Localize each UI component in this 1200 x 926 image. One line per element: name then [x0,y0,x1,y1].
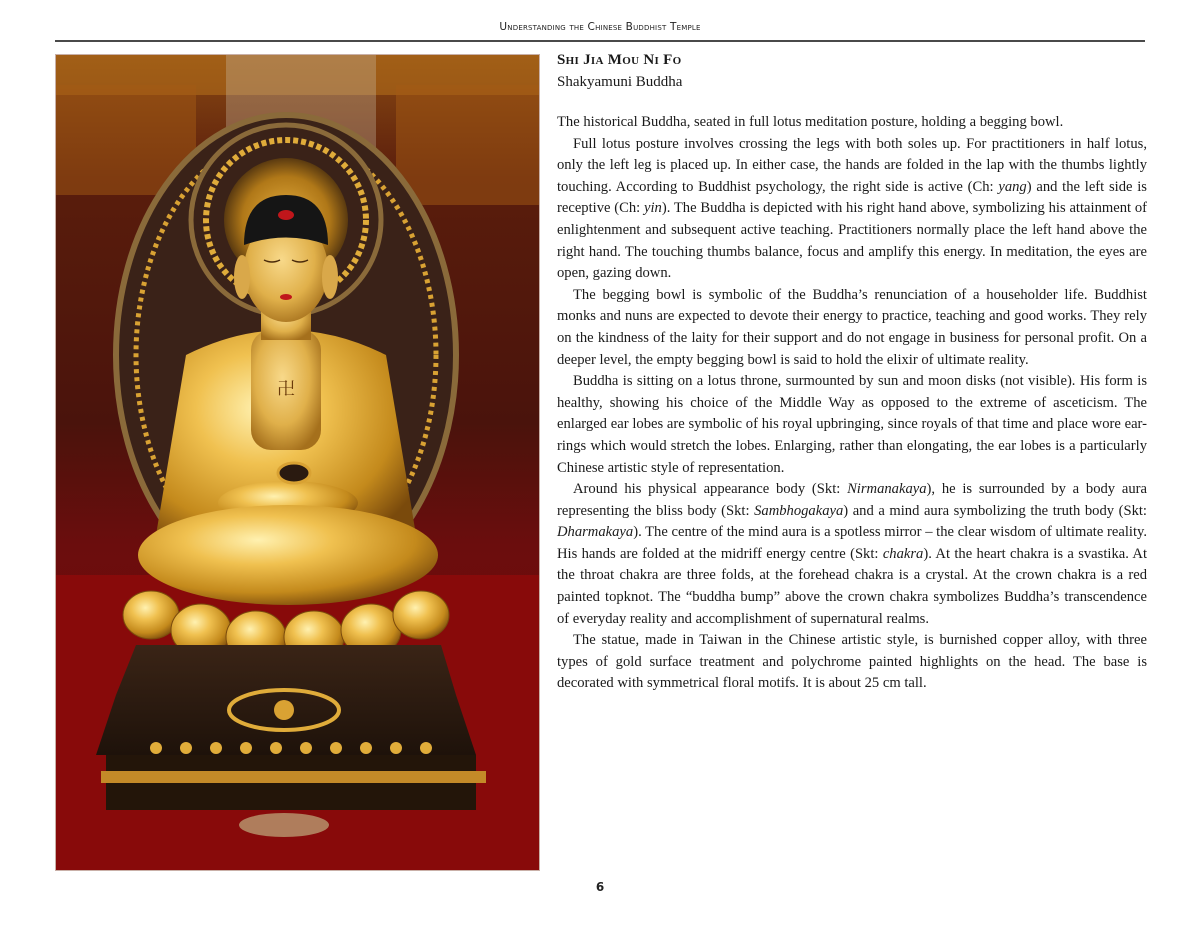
entry-subtitle: Shakyamuni Buddha [557,74,683,90]
text-run: Around his physical appearance body (Skt: [573,481,848,498]
text-run: ). The Buddha is depicted with his right hand above, symbolizing his attainment of enlightenment and subsequent active teaching. Practitioners normally place the left hand above the right hand. The touching thumbs balance, focus and amplify this energy. In meditation, the eyes are open, gazing down. [557,200,1147,282]
text-column [557,50,1147,695]
paragraph [557,630,1147,695]
italic-term: yang [998,178,1027,195]
header-rule [55,40,1145,42]
text-run: ). The centre of the mind aura is a spotless mirror – the clear wisdom of ultimate reality. His hands are folded at the midriff energy centre (Skt: [557,524,1147,562]
text-run: ) and a mind aura symbolizing the truth body (Skt: [843,502,1147,519]
text-run: Buddha is sitting on a lotus throne, surmounted by sun and moon disks (not visible). His form is healthy, showing his choice of the Middle Way as opposed to the extreme of asceticism. The enlarged ear lobes are symbolic of his royal upbringing, since royals of that time and place wore ear-rings which would stretch the lobes. Enlarging, rather than elongating, the ear lobes is a particularly Chinese artistic style of representation. [557,373,1147,476]
italic-term: Sambhogakaya [754,502,844,519]
paragraph [557,134,1147,285]
text-run: ), he is surrounded by a body aura representing the bliss body (Skt: [557,481,1147,519]
svg-text:卍: 卍 [277,379,295,400]
italic-term: Nirmanakaya [847,481,927,498]
paragraph [557,285,1147,371]
entry-title: Shi Jia Mou Ni Fo [557,52,682,68]
text-run: Full lotus posture involves crossing the legs with both soles up. For practitioners in half lotus, only the left leg is placed up. In either case, the hands are folded in the lap with the thumbs lightly touching. According to Buddhist psychology, the right side is active (Ch: [557,135,1147,195]
paragraph [557,112,1147,134]
buddha-photo [55,54,540,871]
italic-term: chakra [882,545,924,562]
text-run: ). At the heart chakra is a svastika. At the throat chakra are three folds, at the forehead chakra is a crystal. At the crown chakra is a red painted topknot. The “buddha bump” above the crown chakra symbolizes Buddha’s transcendence of everyday reality and accomplishment of supernatural realms. [557,545,1147,627]
text-run: ) and the left side is receptive (Ch: [557,178,1147,217]
running-head-text: Understanding the Chinese Buddhist Temple [499,21,701,33]
italic-term: Dharmakaya [557,524,634,541]
paragraph [557,479,1147,630]
text-run: The statue, made in Taiwan in the Chinese artistic style, is burnished copper alloy, with three types of gold surface treatment and polychrome painted highlights on the head. The base is decorated with symmetrical floral motifs. It is about 25 cm tall. [557,632,1147,692]
body-text [557,112,1147,695]
buddha-statue-illustration [56,55,540,871]
running-head [0,21,1200,33]
paragraph [557,371,1147,479]
page-number: 6 [595,880,605,894]
italic-term: yin [644,200,662,217]
text-run: The historical Buddha, seated in full lotus meditation posture, holding a begging bowl. [557,114,1064,130]
text-run: The begging bowl is symbolic of the Buddha’s renunciation of a householder life. Buddhist monks and nuns are expected to devote their energy to practice, teaching and good works. They rely on the kindness of the laity for their support and do not engage in business for personal profit. On a deeper level, the empty begging bowl is said to hold the elixir of ultimate reality. [557,286,1147,368]
